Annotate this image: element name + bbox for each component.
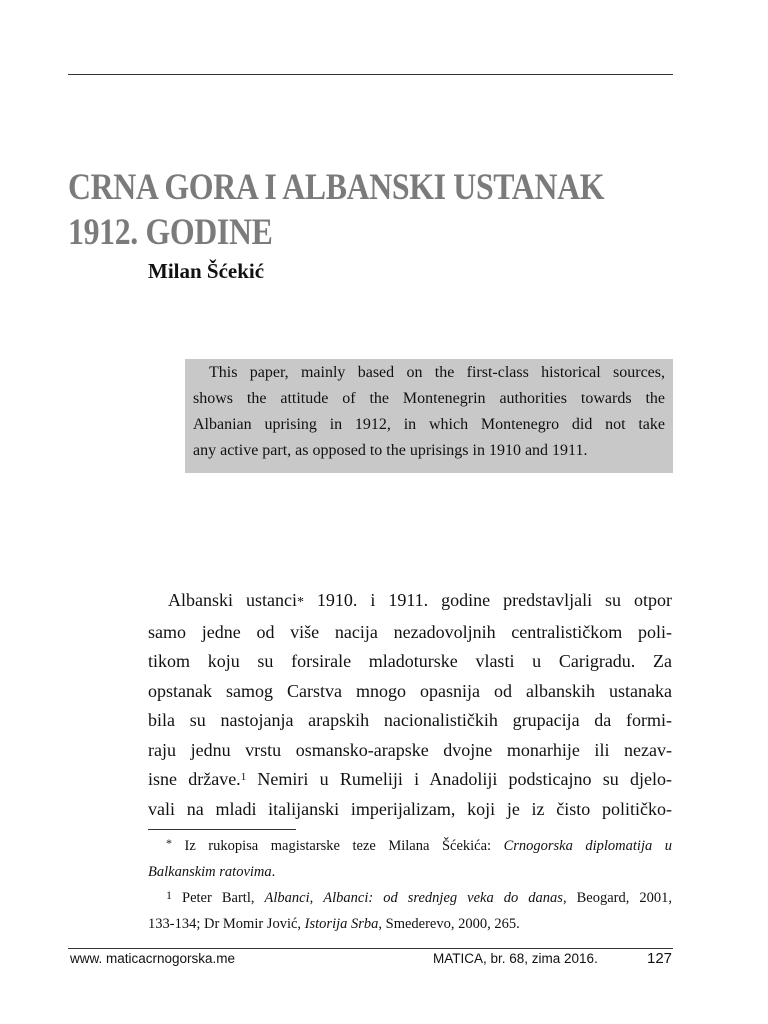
- footnote-line: [148, 833, 672, 859]
- footnote-text: .: [271, 864, 276, 880]
- header-rule: [68, 74, 673, 75]
- footnote-italic: Albanci: od srednjeg veka do danas: [323, 890, 563, 906]
- footnote-ref-star: *: [296, 595, 304, 610]
- footer-website: www. maticacrnogorska.me: [70, 951, 236, 966]
- body-line: [148, 586, 672, 618]
- footnote-italic: Balkanskim ratovima: [148, 864, 272, 880]
- body-line: samo jedne od više nacija nezadovoljnih centralističkom poli-: [148, 621, 672, 642]
- abstract-box: [185, 359, 673, 473]
- article-title: [68, 165, 618, 255]
- abstract-line: any active part, as opposed to the uprisings in 1910 and 1911.: [193, 442, 588, 459]
- body-text-run: Albanski ustanci: [168, 590, 297, 610]
- footnote-rule: [148, 829, 296, 830]
- footer-journal: MATICA, br. 68, zima 2016.: [433, 951, 598, 966]
- footer-rule: [68, 948, 673, 949]
- footnote-italic: Albanci: [264, 890, 310, 906]
- footnote-text: 133-134; Dr Momir Jović,: [148, 916, 305, 932]
- abstract-line: shows the attitude of the Montenegrin authorities towards the: [193, 390, 665, 407]
- body-line: bila su nastojanja arapskih nacionalističkih grupacija da formi-: [148, 710, 672, 730]
- body-line: tikom koju su forsirale mladoturske vlasti u Carigradu. Za: [148, 651, 672, 671]
- footnote-italic: Crnogorska diplomatija u: [503, 838, 673, 854]
- footnote-ref-1: 1: [240, 771, 247, 783]
- body-text: [148, 586, 672, 824]
- footnote-text: , Smederevo, 2000, 265.: [378, 916, 520, 932]
- title-line-2: 1912. GODINE: [68, 212, 273, 253]
- abstract-line: Albanian uprising in 1912, in which Montenegro did not take: [193, 416, 665, 433]
- abstract-line: This paper, mainly based on the first-class historical sources,: [209, 364, 665, 381]
- body-text-run: Nemiri u Rumeliji i Anadoliji podsticajno su djelo-: [246, 769, 672, 789]
- footnote-text: Peter Bartl,: [172, 890, 265, 906]
- footnote-line: [148, 911, 672, 937]
- body-line: opstanak samog Carstva mnogo opasnija od albanskih ustanaka: [148, 680, 672, 701]
- footnote-2: [148, 885, 672, 937]
- body-line: [148, 765, 672, 795]
- footnote-text: , Beogard, 2001,: [562, 890, 672, 906]
- footnote-text: Iz rukopisa magistarske teze Milana Šćekića:: [172, 838, 504, 854]
- footnote-mark: *: [166, 836, 172, 850]
- footnote-text: ,: [309, 890, 324, 906]
- body-line: raju jednu vrstu osmansko-arapske dvojne monarhije ili nezav-: [148, 739, 672, 760]
- body-line: vali na mladi italijanski imperijalizam, koji je iz čisto političko-: [148, 798, 672, 819]
- footnote-line: [148, 859, 672, 885]
- body-text-run: isne države.: [148, 769, 241, 789]
- footnote-line: [148, 885, 672, 911]
- author-name: Milan Šćekić: [148, 259, 265, 283]
- page-number: 127: [647, 950, 673, 967]
- title-line-1: CRNA GORA I ALBANSKI USTANAK: [68, 167, 605, 208]
- footnote-1: [148, 833, 672, 885]
- footnote-italic: Istorija Srba: [304, 916, 379, 932]
- body-text-run: 1910. i 1911. godine predstavljali su otpor: [303, 590, 673, 610]
- footnote-mark: 1: [166, 888, 172, 902]
